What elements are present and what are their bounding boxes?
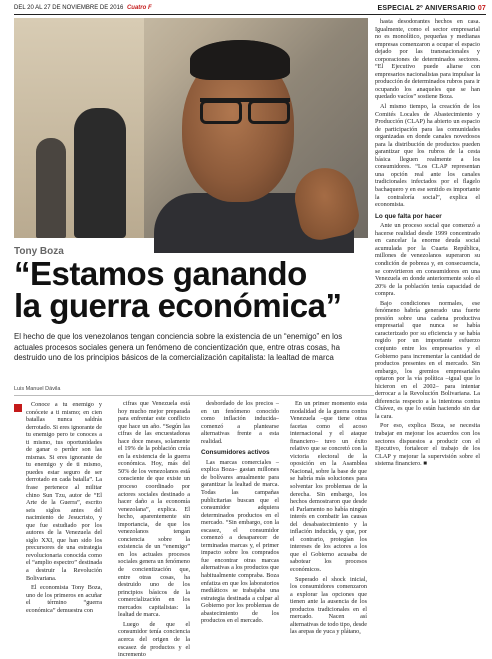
header-section xyxy=(377,5,486,12)
paragraph: El economista Tony Boza, uno de los primeros en acuñar el término “guerra económica” demuestra con xyxy=(26,584,102,614)
paragraph: Conoce a tu enemigo y conócete a ti mismo; en cien batallas nunca saldrás derrotado. Si eres ignorante de tu enemigo pero te conoces a ti mismo, tus oportunidades de ganar o perder son las mismas. Si eres ignorante de tu enemigo y de ti mismo, puedes estar seguro de ser derrotado en cada batalla”. La frase pertenece al militar chino Sun Tzu, autor de “El Arte de la Guerra”, escrito seis siglos antes del nacimiento de Jesucristo, y que fue estudiado por los autores de la Venezuela del siglo XXI, que han sido los precursores de una estrategia revolucionaria conocida como el “amplio espectro” destinada a destruir la Revolución Bolivariana. xyxy=(26,401,102,582)
background-person xyxy=(36,138,66,238)
photo-caption-name: Tony Boza xyxy=(14,246,64,257)
paragraph: Bajo condiciones normales, ese fenómeno habría generado una fuerte presión sobre una cadena productiva empresarial que nunca se había caracterizado por su eficiencia y se había regido por un importante esfuerzo conjunto entre los empresarios y el Gobierno para incrementar la cantidad de productos presentes en el mercado. Sin embargo, los gremios empresariales optaron por la vía política –igual que lo hicieron en el 2002– para intentar derrocar a la Revolución Bolivariana. La diferencia respecto a la intentona contra Chávez, es que lo están haciendo sin dar la cara. xyxy=(375,299,480,420)
paragraph: cifras que Venezuela está hoy mucho mejor preparada para enfrentar este conflicto que hace un año. “Según las cifras de las encuestadoras hace doce meses, solamente el 19% de la población creía en la existencia de la guerra económica. Hoy, más del 50% de los venezolanos está consciente de que existe un proceso coordinado por actores sociales destinado a hacer daño a la economía venezolana”, explica. El hecho, aparentemente sin importancia, de que los venezolanos tengan conciencia sobre la existencia de un “enemigo” en los actuales procesos sociales genera un fenómeno de concientización que, entre otras cosas, ha destruido uno de los principios básicos de la comercialización en los mercados capitalistas: la lealtad de marca. xyxy=(118,400,190,619)
header-left xyxy=(14,5,154,11)
article-byline: Luis Manuel Dávila xyxy=(14,386,61,392)
paragraph: Las marcas comerciales –explica Boza– gastan millones de bolívares anualmente para garantizar la lealtad de marca. Todas las campañas publicitarias buscan que el consumidor adquiera determinados productos en el mercado. “Sin embargo, con la escasez, el consumidor comenzó a desaparecer de terminadas marcas y, el primer impacto sobre los comprados fue encontrar otras marcas alternativas a los productos que habitualmente compraba. Boza enfatiza en que los laboratorios mediáticos se trabajaba una estrategia destinada a culpar al Gobierno por los problemas de abastecimiento de los productos en el mercado. xyxy=(201,458,280,625)
subject-hair xyxy=(190,40,290,80)
paragraph: Luego de que el consumidor tenía conciencia acerca del origen de la escasez de productos y el incremento xyxy=(118,620,190,659)
paragraph: En un primer momento esta modalidad de la guerra contra Venezuela –que tiene otras facetas como el acoso internacional y el ataque financiero– tuvo un éxito relativo que se concretó con la victoria electoral de la oposición en la Asamblea Nacional, sobre la base de que se habría más soluciones para solventar los problemas de la derecha. Sin embargo, los hechos demostraron que desde el Parlamento no había ningún interés en combatir las causas del desabastecimiento y la inflación inducida, y que, por el contrario, protegían los intereses de los actores a los que el Gobierno acusaba de sabotear los procesos económicos. xyxy=(290,400,367,574)
page-number: 07 xyxy=(477,4,486,12)
paragraph: Al mismo tiempo, la creación de los Comités Locales de Abastecimiento y Producción (CLAP) ha abierto un espacio de participación para las comunidades organizadas en donde canales novedosos para la distribución de productos pueden garantizar que los rubros de la cesta básica lleguen realmente a los consumidores. “Los CLAP representan una opción real ante los canales tradicionales infectados por el flagelo bachaquero y en ese sentido es importante la contraloría social”, explica el economista. xyxy=(375,103,480,209)
article-column-4 xyxy=(290,400,367,636)
paragraph: desbordado de los precios –en un fenómeno conocido como inflación inducida– comenzó a plantearse alternativas frente a esta realidad. xyxy=(201,400,279,445)
subject-glasses xyxy=(200,98,290,122)
article-column-2 xyxy=(118,400,190,659)
header-brand: Cuatro F xyxy=(126,5,152,11)
paragraph: hasta desodorantes hechos en casa. Igualmente, como el sector empresarial no es monolítico, pequeñas y medianas empresas comenzaron a ocupar el espacio dejado por las transnacionales y corporaciones de determinados sectores. “El Ejecutivo puede aliarse con empresarios nacionalistas para impulsar la producción de determinados rubros para ir ocupando los anaqueles que se han quedado vacíos” sostiene Boza. xyxy=(375,18,480,101)
article-column-5 xyxy=(375,18,480,606)
portrait-photo xyxy=(14,18,368,238)
dropcap-marker xyxy=(14,404,22,412)
headline-line: la guerra económica” xyxy=(14,287,342,324)
paragraph: Superado el shock inicial, los consumidores comenzaron a explorar las opciones que tienen ante la ausencia de los productos tradicionales en el mercado. Nacen así alternativas de todo tipo, desde las arepas de yuca y plátano, xyxy=(290,575,367,636)
subheading: Lo que falta por hacer xyxy=(375,212,442,220)
header-date: DEL 20 AL 27 DE NOVIEMBRE DE 2016 xyxy=(14,5,124,11)
paragraph: Ante un proceso social que comenzó a hacerse realidad desde 1999 concentrado en cancelar la enorme deuda social acumulada por la Cuarta República, millones de venezolanos superaron su condición de pobreza y, en consecuencia, se convirtieron en consumidores en una Venezuela en donde anteriormente solo el 20% de la población tenía capacidad de compra. xyxy=(375,222,480,298)
headline-line: “Estamos ganando xyxy=(14,255,307,292)
paragraph: Por eso, explica Boza, se necesita trabajar en mejorar los acuerdos con los sectores dispuestos a producir con el Ejecutivo, fortalecer el trabajo de los CLAP y mejorar la supervisión sobre el sistema financiero. ■ xyxy=(375,422,480,468)
subheading: Consumidores activos xyxy=(201,449,270,457)
section-name: ESPECIAL 2º ANIVERSARIO xyxy=(377,4,476,12)
divider xyxy=(14,395,374,396)
article-headline xyxy=(14,255,374,324)
article-lead: El hecho de que los venezolanos tengan conciencia sobre la existencia de un “enemigo” en los actuales procesos sociales genera un fenómeno de concientización que, entre otras cosas, ha destruido uno de los principios básicos de la comercialización capitalista: la lealtad de marca xyxy=(14,332,343,363)
background-person xyxy=(74,108,126,238)
article-column-3 xyxy=(201,400,280,625)
page-header xyxy=(14,2,486,15)
article-column-1 xyxy=(26,401,102,614)
